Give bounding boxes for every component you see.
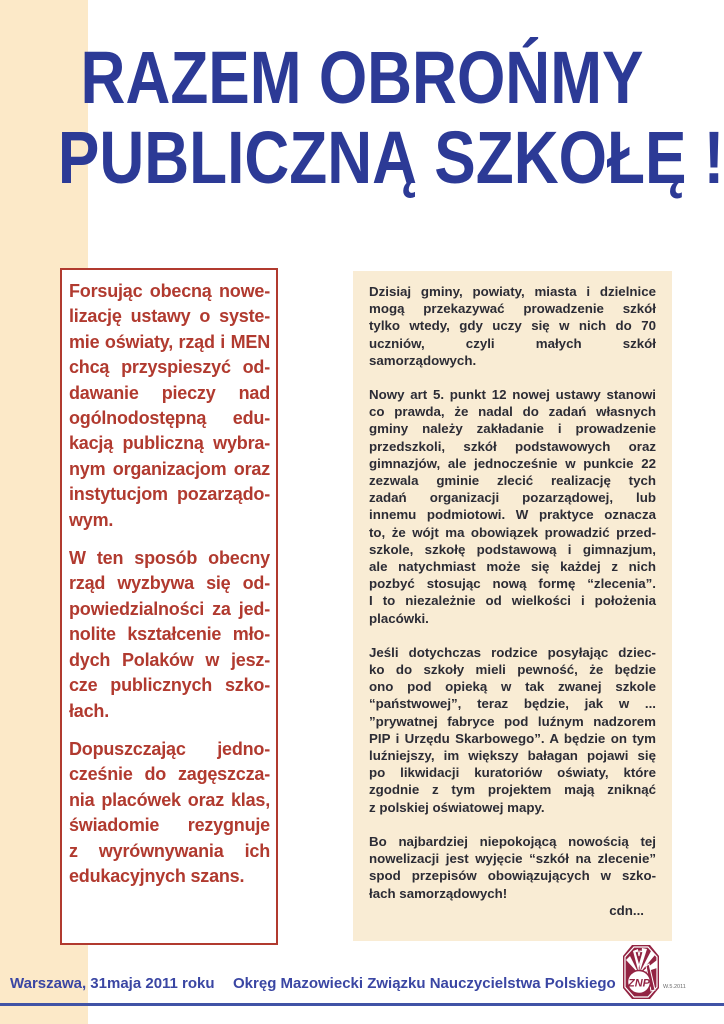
text-line: zgodnie z tym projektem mają zniknąć bbox=[369, 782, 656, 798]
text-line: wym. bbox=[69, 509, 114, 530]
poster-title-line1: RAZEM OBROŃMY bbox=[80, 36, 644, 119]
text-line: gimnazjów, ale jednocześnie w punkcie 22 bbox=[369, 455, 656, 471]
paragraph bbox=[69, 546, 270, 724]
paragraph bbox=[369, 283, 656, 369]
text-line: Nowy art 5. punkt 12 nowej ustawy stanowi bbox=[369, 387, 656, 403]
text-line: innemu podmiotowi. W praktyce oznacza bbox=[369, 507, 656, 523]
text-line: lizację ustawy o syste- bbox=[69, 306, 270, 327]
text-line: tylko wtedy, gdy uczy się w nich do 70 bbox=[369, 318, 656, 334]
text-line: Dopuszczając jedno- bbox=[69, 738, 270, 759]
text-line: luźniejszy, im większy bałagan pojawi się bbox=[369, 748, 656, 764]
znp-logo-graphic bbox=[622, 944, 660, 1000]
text-line: po likwidacji kuratoriów oświaty, które bbox=[369, 765, 656, 781]
text-line: nowelizacji jest wyjęcie “szkół na zlecenie” bbox=[369, 851, 656, 867]
text-line: Dzisiaj gminy, powiaty, miasta i dzielnice bbox=[369, 284, 656, 299]
text-line: mie oświaty, rząd i MEN bbox=[69, 331, 270, 352]
text-line: gminy należy zakładanie i prowadzenie bbox=[369, 421, 656, 437]
paragraph bbox=[69, 279, 270, 533]
footer-organization: Okręg Mazowiecki Związku Nauczycielstwa Polskiego bbox=[233, 975, 616, 992]
text-line: rząd wyzbywa się od- bbox=[69, 573, 270, 594]
text-line: świadomie rezygnuje bbox=[69, 815, 270, 836]
text-line: nolite kształcenie mło- bbox=[69, 624, 270, 645]
text-line: Forsując obecną nowe- bbox=[69, 281, 270, 301]
text-line: zezwala gminie zlecić realizację tych bbox=[369, 473, 656, 489]
poster-title bbox=[0, 38, 724, 198]
right-box-paragraphs bbox=[369, 283, 656, 902]
text-line: cze publicznych szko- bbox=[69, 675, 270, 696]
text-line: kacją publiczną wybra- bbox=[69, 433, 270, 454]
text-line: nym organizacjom oraz bbox=[69, 458, 270, 479]
footer-rule bbox=[0, 1003, 724, 1006]
text-line: ko do szkoły mieli pewność, że będzie bbox=[369, 662, 656, 678]
text-line: zadań organizacji pozarządowej, lub bbox=[369, 490, 656, 506]
left-text-box bbox=[60, 268, 278, 945]
text-line: dawanie pieczy nad bbox=[69, 382, 270, 403]
text-line: Jeśli dotychczas rodzice posyłając dziec- bbox=[369, 644, 656, 660]
text-line: placówki. bbox=[369, 610, 429, 626]
text-line: samorządowych. bbox=[369, 352, 477, 368]
right-text-box bbox=[353, 271, 672, 941]
znp-logo bbox=[622, 944, 660, 1000]
paragraph bbox=[69, 737, 270, 889]
poster-title-line2: PUBLICZNĄ SZKOŁĘ ! bbox=[57, 116, 724, 199]
text-line: ogólnodostępną edu- bbox=[69, 408, 270, 429]
text-line: W ten sposób obecny bbox=[69, 548, 270, 569]
text-line: instytucjom pozarządo- bbox=[69, 484, 270, 505]
znp-logo-text: ZNP bbox=[628, 977, 650, 990]
text-line: co prawda, że nadal do zadań własnych bbox=[369, 404, 656, 420]
text-line: PIP i Urzędu Skarbowego”. A będzie on tym bbox=[369, 730, 656, 746]
text-line: z polskiej oświatowej mapy. bbox=[369, 799, 545, 815]
paragraph bbox=[369, 644, 656, 816]
footer-place-date: Warszawa, 31maja 2011 roku bbox=[10, 975, 215, 992]
text-line: z wyrównywania ich bbox=[69, 840, 270, 861]
text-line: łach samorządowych! bbox=[369, 885, 508, 901]
text-line: edukacyjnych szans. bbox=[69, 865, 245, 886]
paragraph bbox=[369, 833, 656, 902]
text-line: nia placówek oraz klas, bbox=[69, 789, 270, 810]
text-line: łach. bbox=[69, 700, 110, 721]
text-line: powiedzialności za jed- bbox=[69, 598, 270, 619]
text-line: to, że wójt ma obowiązek prowadzić przed- bbox=[369, 524, 656, 540]
text-line: przedszkoli, szkół podstawowych oraz bbox=[369, 438, 656, 454]
text-line: szkole, szkołę podstawową i gimnazjum, bbox=[369, 541, 656, 557]
text-line: dych Polaków w jesz- bbox=[69, 649, 270, 670]
text-line: I to niezależnie od wielkości i położenia bbox=[369, 593, 656, 609]
text-line: “państwowej”, teraz będzie, jak w ... bbox=[369, 696, 656, 712]
paragraph bbox=[369, 386, 656, 627]
text-line: chcą przyspieszyć od- bbox=[69, 357, 270, 378]
edition-note: W.5.2011 bbox=[663, 984, 686, 990]
text-line: cześnie do zagęszcza- bbox=[69, 764, 270, 785]
text-line: ale natychmiast może się każdej z nich bbox=[369, 559, 656, 575]
text-line: pozbyć stosując nową formę “zlecenia”. bbox=[369, 576, 656, 592]
text-line: ”prywatnej fabryce pod luźnym nadzorem bbox=[369, 713, 656, 729]
text-line: Bo najbardziej niepokojącą nowością tej bbox=[369, 833, 656, 849]
text-line: uczniów, czyli małych szkół bbox=[369, 335, 656, 351]
text-line: spod przepisów obowiązujących w szko- bbox=[369, 868, 656, 884]
text-line: ono pod opieką w tak zwanej szkole bbox=[369, 679, 656, 695]
continuation-note: cdn... bbox=[609, 902, 644, 918]
text-line: mogą przekazywać prowadzenie szkół bbox=[369, 301, 656, 317]
